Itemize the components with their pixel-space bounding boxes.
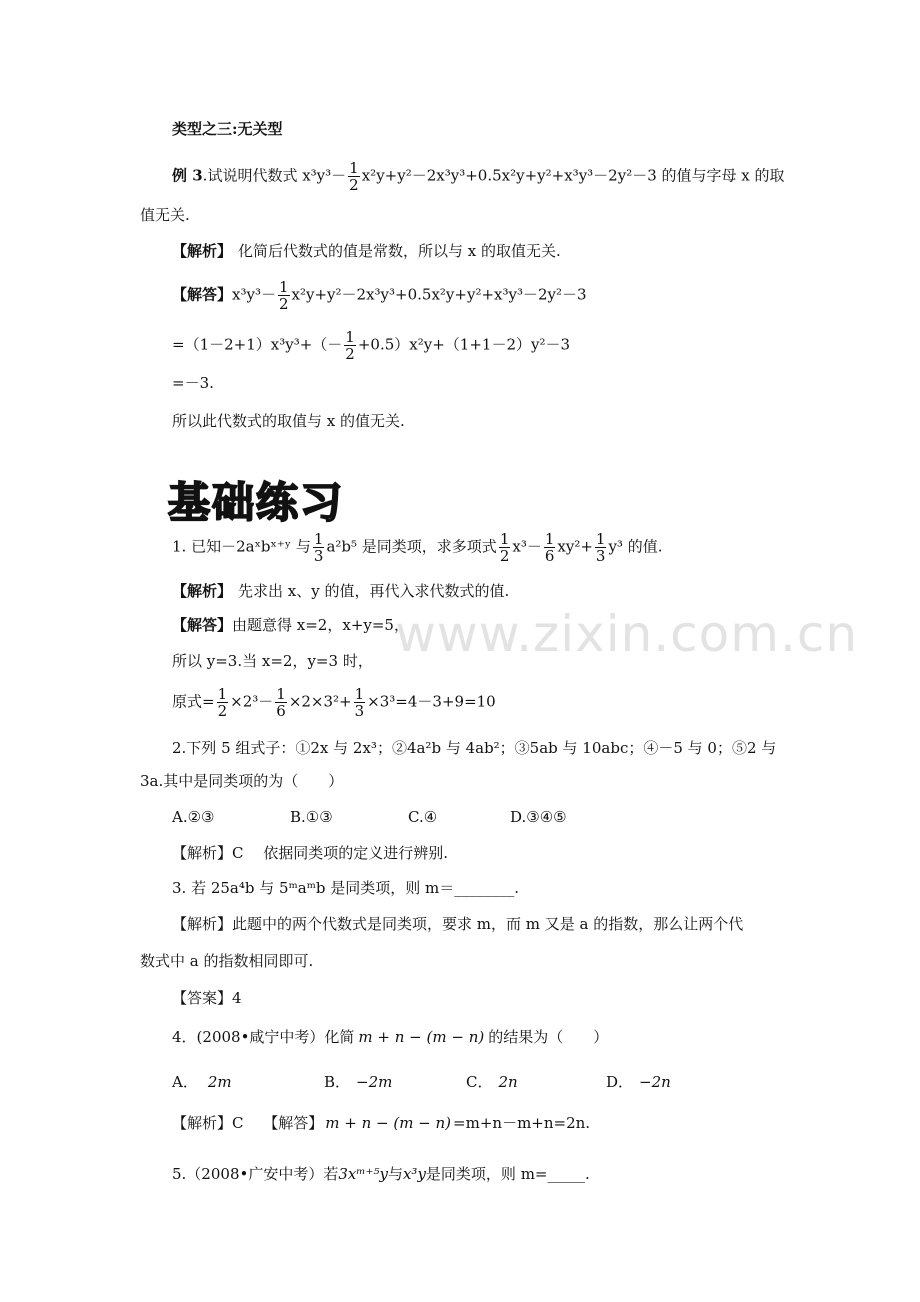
q2-option-a: A.②③ [172,808,215,826]
q1-line-2: 所以 y=3.当 x=2，y=3 时， [172,652,373,670]
example-3-answer: 【解答】x³y³－ $\frac{1}{2}$ x²y+y²－2x³y³+0.5x²y+y²+x³y³－2y²－3 [172,278,587,313]
q1-analysis: 【解析】 先求出 x、y 的值，再代入求代数式的值. [172,582,510,600]
q2-analysis: 【解析】C 依据同类项的定义进行辨别. [172,844,449,862]
q3-blank: ________ [454,879,515,897]
example-3-step-3: =－3. [172,374,214,392]
example-3-conclusion: 所以此代数式的取值与 x 的值无关. [172,412,405,430]
q1-calculation: 原式= $\frac{1}{2}$ ×2³－ $\frac{1}{6}$ ×2×3²+ $\frac{1}{3}$ ×3³=4－3+9=10 [172,685,496,720]
example-3-question-cont: 值无关. [140,206,190,224]
math-expression: m + n − (m − n) [325,1114,452,1132]
q4-option-a: A． 2m [172,1073,232,1091]
q5-question: 5.（2008•广安中考）若3xᵐ⁺⁵y与x³y是同类项，则 m=_____. [172,1165,590,1183]
fraction: $\frac{1}{3}$ [595,530,606,565]
math-expression: 3xᵐ⁺⁵y [338,1165,388,1183]
fraction: $\frac{1}{3}$ [313,530,324,565]
fraction: $\frac{1}{2}$ [217,685,228,720]
math-expression: x³y [402,1165,426,1183]
q4-option-d: D． −2n [606,1073,671,1091]
q4-question: 4．(2008•咸宁中考）化简 m + n − (m − n) 的结果为（ ） [172,1028,609,1046]
q4-options [172,1071,671,1093]
practice-heading: 基础练习 [168,478,345,527]
q3-question: 3. 若 25a⁴b 与 5ᵐaᵐb 是同类项，则 m＝________. [172,879,520,897]
fraction: $\frac{1}{2}$ [499,530,510,565]
q2-options [172,806,567,828]
watermark: www.zixin.com.cn [395,605,859,663]
example-3-step-2: =（1－2+1）x³y³+（－ $\frac{1}{2}$ +0.5）x²y+（1+1－2）y²－3 [172,328,571,363]
q4-option-b: B． −2m [324,1073,393,1091]
fraction: $\frac{1}{2}$ [349,159,359,194]
q4-option-c: C． 2n [466,1073,518,1091]
q5-blank: _____ [547,1165,585,1183]
example-3-analysis: 【解析】 化简后代数式的值是常数，所以与 x 的取值无关. [172,242,561,260]
section-title: 类型之三:无关型 [172,120,283,138]
q1-answer: 【解答】由题意得 x=2，x+y=5， [172,616,409,634]
q3-analysis-cont: 数式中 a 的指数相同即可. [140,952,314,970]
example-label: 例 3 [172,166,203,185]
q2-question: 2.下列 5 组式子：①2x 与 2x³；②4a²b 与 4ab²；③5ab 与 10abc；④－5 与 0；⑤2 与 [172,739,777,757]
fraction: $\frac{1}{2}$ [345,328,355,363]
q2-option-c: C.④ [408,808,438,826]
q2-question-cont: 3a.其中是同类项的为（ ） [140,772,344,790]
q2-option-d: D.③④⑤ [510,808,567,826]
fraction: $\frac{1}{6}$ [544,530,555,565]
q3-analysis: 【解析】此题中的两个代数式是同类项，要求 m，而 m 又是 a 的指数，那么让两个代 [172,915,744,933]
math-expression: m + n − (m − n) [358,1028,485,1046]
fraction: $\frac{1}{2}$ [278,278,289,313]
fraction: $\frac{1}{6}$ [276,685,286,720]
example-3-question: 例 3.试说明代数式 x³y³－ $\frac{1}{2}$ x²y+y²－2x³y³+0.5x²y+y²+x³y³－2y²－3 的值与字母 x 的取 [172,159,785,194]
q4-analysis: 【解析】C 【解答】 m + n − (m − n) =m+n－m+n=2n. [172,1114,591,1132]
q1-question: 1. 已知－2aˣbˣ⁺ʸ 与 $\frac{1}{3}$ a²b⁵ 是同类项，求多项式 $\frac{1}{2}$ x³－ $\frac{1}{6}$ xy²+ $\frac{1}{3}$ y³ 的值. [172,530,663,565]
q3-answer: 【答案】4 [172,989,242,1007]
q2-option-b: B.①③ [290,808,333,826]
fraction: $\frac{1}{3}$ [354,685,365,720]
